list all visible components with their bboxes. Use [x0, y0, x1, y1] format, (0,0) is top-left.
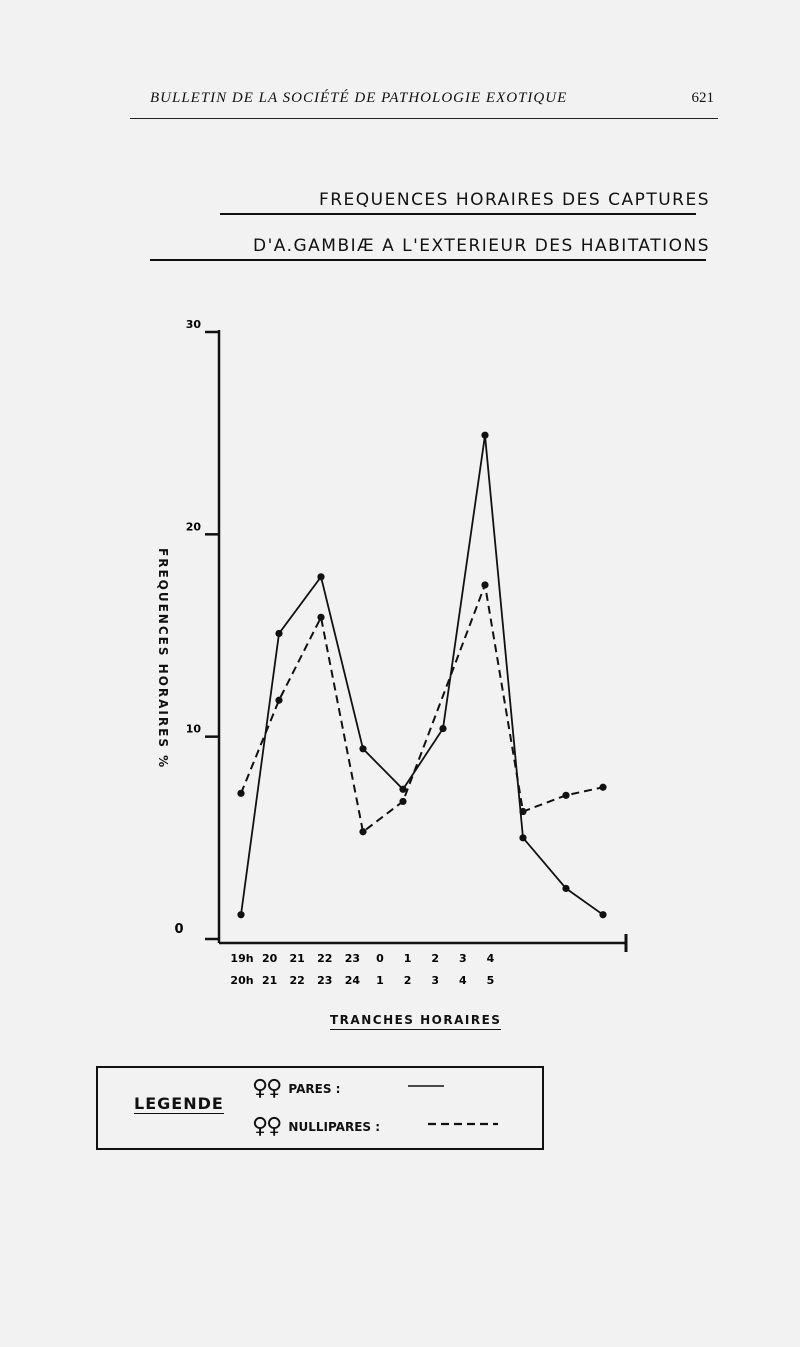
- legend-label-pares: PARES :: [288, 1081, 341, 1096]
- data-point-nullipares: [399, 798, 406, 805]
- x-axis-title: TRANCHES HORAIRES: [330, 1013, 501, 1030]
- chart-title-line2: D'A.GAMBIÆ A L'EXTERIEUR DES HABITATIONS: [252, 236, 710, 256]
- x-tick-label-bottom: 22: [289, 974, 305, 987]
- x-tick-label-bottom: 24: [344, 974, 361, 987]
- data-point-nullipares: [599, 784, 606, 791]
- data-point-nullipares: [481, 581, 488, 588]
- female-symbol-icon: ♀♀: [252, 1076, 281, 1101]
- series-line-nullipares: [241, 585, 603, 832]
- data-point-nullipares: [359, 828, 366, 835]
- y-tick-label: 10: [185, 722, 201, 736]
- x-tick-label-bottom: 5: [486, 974, 495, 987]
- x-tick-label-top: 3: [458, 952, 467, 965]
- data-point-pares: [359, 745, 366, 752]
- y-tick-label: 0: [174, 922, 184, 937]
- journal-title: BULLETIN DE LA SOCIÉTÉ DE PATHOLOGIE EXOTIQUE: [150, 90, 568, 106]
- x-tick-label-top: 4: [486, 952, 495, 965]
- legend-swatches: [98, 1068, 542, 1148]
- legend-label-nullipares: NULLIPARES :: [288, 1119, 381, 1134]
- y-axis-title: FREQUENCES HORAIRES %: [156, 548, 170, 770]
- data-point-pares: [399, 786, 406, 793]
- x-tick-label-bottom: 1: [376, 974, 384, 987]
- data-point-pares: [599, 911, 606, 918]
- x-tick-label-top: 19h: [230, 952, 254, 965]
- x-tick-label-bottom: 3: [431, 974, 440, 987]
- data-point-nullipares: [562, 792, 569, 799]
- data-point-pares: [317, 573, 324, 580]
- data-point-nullipares: [519, 808, 526, 815]
- data-point-pares: [519, 834, 526, 841]
- data-point-pares: [481, 432, 488, 439]
- series-line-pares: [241, 435, 603, 915]
- x-tick-label-top: 0: [376, 952, 384, 965]
- chart-title-line1: FREQUENCES HORAIRES DES CAPTURES: [318, 190, 710, 210]
- x-tick-label-top: 21: [289, 952, 305, 965]
- data-point-nullipares: [237, 790, 244, 797]
- legend: [96, 1066, 544, 1150]
- x-tick-label-top: 20: [261, 952, 278, 965]
- data-point-pares: [237, 911, 244, 918]
- x-tick-label-top: 1: [403, 952, 412, 965]
- data-point-nullipares: [275, 697, 282, 704]
- x-tick-label-bottom: 20h: [230, 974, 254, 987]
- x-tick-label-bottom: 4: [458, 974, 467, 987]
- x-tick-label-bottom: 2: [403, 974, 412, 987]
- y-tick-label: 30: [185, 318, 201, 331]
- legend-title: LEGENDE: [134, 1094, 224, 1113]
- page-number: 621: [691, 90, 714, 106]
- x-tick-label-top: 23: [344, 952, 361, 965]
- x-tick-label-top: 22: [317, 952, 333, 965]
- x-tick-label-top: 2: [431, 952, 440, 965]
- data-point-pares: [439, 725, 446, 732]
- female-symbol-icon: ♀♀: [252, 1114, 281, 1139]
- x-tick-label-bottom: 23: [317, 974, 333, 987]
- x-tick-label-bottom: 21: [261, 974, 278, 987]
- y-tick-label: 20: [185, 520, 201, 534]
- data-point-nullipares: [317, 614, 324, 621]
- data-point-pares: [562, 885, 569, 892]
- data-point-pares: [275, 630, 282, 637]
